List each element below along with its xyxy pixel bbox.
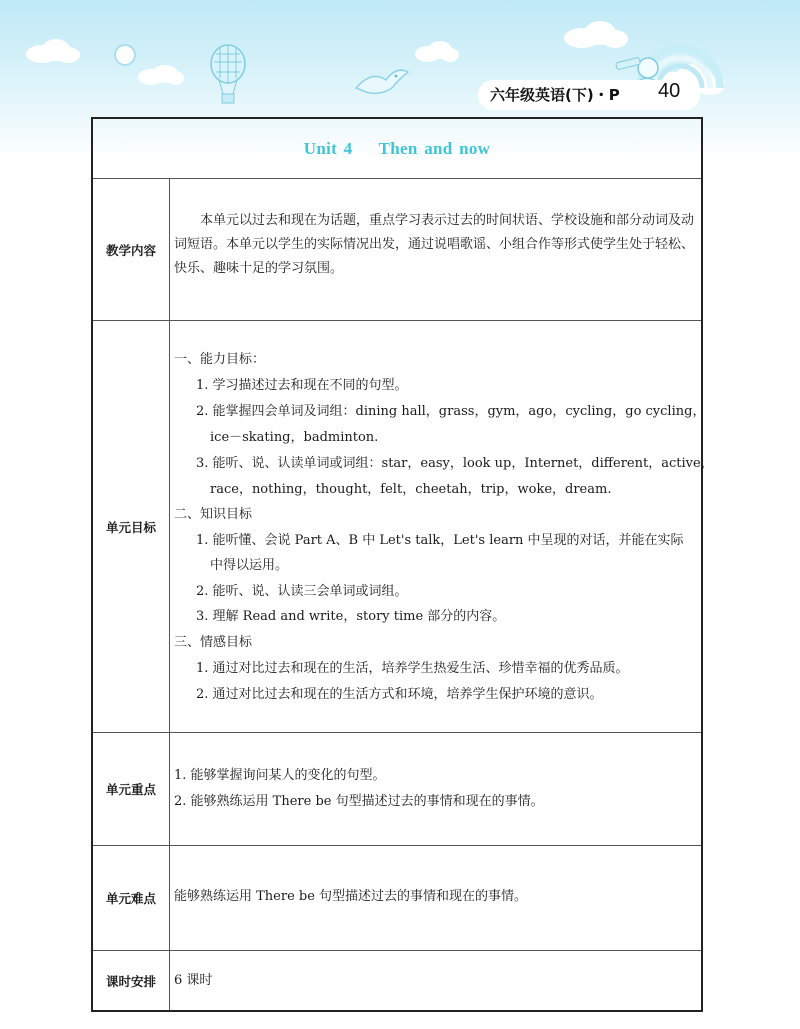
difficult-points-text: 能够熟练运用 There be 句型描述过去的事情和现在的事情。 (174, 889, 528, 904)
unit-goals-label: 单元目标 (93, 321, 170, 732)
knowledge-heading: 二、知识目标 (174, 507, 253, 522)
cloud-icon (22, 38, 82, 64)
unit-goals-row (93, 321, 714, 733)
page-number: 40 (658, 80, 681, 102)
unit-title-row (93, 119, 701, 179)
cloud-icon (412, 40, 460, 64)
emotion-heading: 三、情感目标 (174, 635, 253, 650)
knowledge-item: 2. 能听、说、认读三会单词或词组。 (196, 584, 408, 599)
schedule-text: 6 课时 (174, 973, 213, 988)
cloud-icon (135, 64, 185, 86)
emotion-item: 2. 通过对比过去和现在的生活方式和环境，培养学生保护环境的意识。 (196, 687, 603, 702)
lesson-plan-table (91, 117, 714, 1012)
teaching-content-row (93, 179, 701, 321)
hot-air-balloon-icon (208, 44, 248, 106)
teaching-content-text: 本单元以过去和现在为话题，重点学习表示过去的时间状语、学校设施和部分动词及动词短语。本单元以学生的实际情况出发，通过说唱歌谣、小组合作等形式使学生处于轻松、快乐、趣味十足的学习氛围。 (174, 213, 695, 276)
ability-heading: 一、能力目标： (174, 352, 266, 367)
cloud-icon (560, 20, 630, 50)
teaching-content-label: 教学内容 (93, 179, 170, 320)
ability-item: 1. 学习描述过去和现在不同的句型。 (196, 378, 408, 393)
key-points-row (93, 733, 701, 846)
schedule-row (93, 951, 701, 1010)
difficult-points-cell (170, 846, 701, 950)
emotion-item: 1. 通过对比过去和现在的生活，培养学生热爱生活、珍惜幸福的优秀品质。 (196, 661, 629, 676)
schedule-cell (170, 951, 701, 1010)
difficult-points-row (93, 846, 701, 951)
teaching-content-cell (170, 179, 701, 320)
ability-item: race，nothing，thought，felt，cheetah，trip，woke，dream. (210, 482, 612, 497)
unit-title: Unit 4 Then and now (303, 138, 491, 158)
key-points-label: 单元重点 (93, 733, 170, 845)
schedule-label: 课时安排 (93, 951, 170, 1010)
key-point-item: 2. 能够熟练运用 There be 句型描述过去的事情和现在的事情。 (174, 794, 544, 809)
ability-item: 2. 能掌握四会单词及词组：dining hall，grass，gym，ago，cycling，go cycling， (196, 404, 706, 419)
bird-icon (352, 62, 412, 102)
key-point-item: 1. 能够掌握询问某人的变化的句型。 (174, 768, 386, 783)
ability-item: ice－skating，badminton. (210, 430, 379, 445)
key-points-cell (170, 733, 701, 845)
unit-goals-cell (170, 321, 714, 732)
difficult-points-label: 单元难点 (93, 846, 170, 950)
knowledge-item: 1. 能听懂、会说 Part A、B 中 Let's talk，Let's learn 中呈现的对话，并能在实际 (196, 533, 684, 548)
ability-item: 3. 能听、说、认读单词或词组：star，easy，look up，Internet，different，active， (196, 456, 714, 471)
grade-label: 六年级英语(下)・P (490, 86, 620, 104)
knowledge-item: 3. 理解 Read and write，story time 部分的内容。 (196, 609, 506, 624)
knowledge-item: 中得以运用。 (210, 558, 289, 573)
sun-icon (112, 42, 138, 68)
